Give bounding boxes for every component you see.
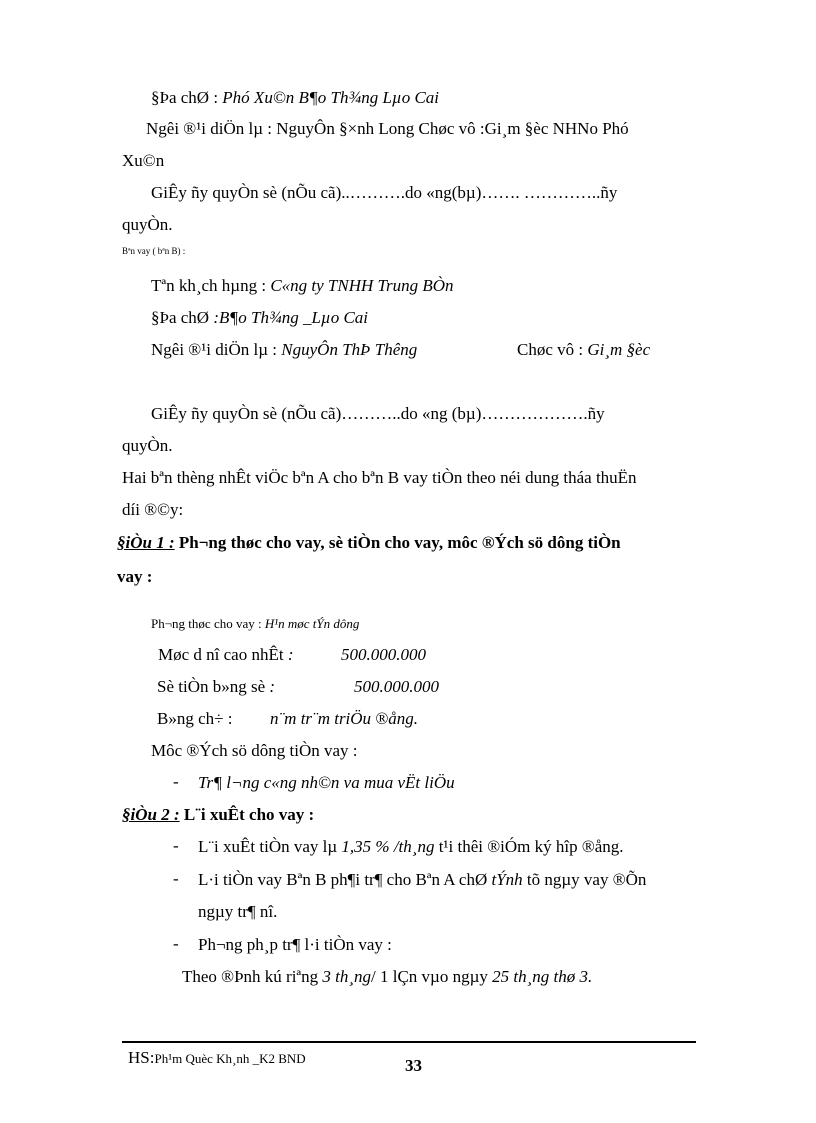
interest-period: L·i tiÒn vay Bªn B ph¶i tr¶ cho Bªn A chØ tÝnh tõ ngµy vay ®Õn xyxy=(198,870,647,889)
repayment-schedule: Theo ®Þnh kú riªng 3 th¸ng/ 1 lÇn vµo ngµy 25 th¸ng thø 3. xyxy=(182,967,593,986)
party-a-authorization: GiÊy ñy quyÒn sè (nÕu cã)..……….do «ng(bµ)……. …………..ñy xyxy=(151,183,618,202)
party-b-customer: Tªn kh¸ch hµng : C«ng ty TNHH Trung BÒn xyxy=(151,276,454,295)
party-b-position: Chøc vô : Gi¸m §èc xyxy=(517,340,651,359)
party-a-authorization-cont: quyÒn. xyxy=(122,215,173,234)
interest-rate: L¨i xuÊt tiÒn vay lµ 1,35 % /th¸ng t¹i thêi ®iÓm ký hîp ®ång. xyxy=(198,837,624,856)
loan-purpose-item: Tr¶ l¬ng c«ng nh©n va mua vËt liÖu xyxy=(198,773,455,792)
party-b-heading: Bªn vay ( bªn B) : xyxy=(122,246,186,256)
bullet-dash: - xyxy=(173,869,179,888)
party-b-authorization: GiÊy ñy quyÒn sè (nÕu cã)………..do «ng (bµ)……………….ñy xyxy=(151,404,605,423)
article-2-heading: §iÒu 2 : L¨i xuÊt cho vay : xyxy=(122,805,315,824)
agreement-text: Hai bªn thèng nhÊt viÖc bªn A cho bªn B vay tiÒn theo néi dung tháa thuËn xyxy=(122,468,637,487)
party-a-address: §Þa chØ : Phó Xu©n B¶o Th¾ng Lµo Cai xyxy=(151,88,440,107)
footer-rule xyxy=(122,1041,696,1043)
amount-in-words-value: n¨m tr¨m triÖu ®ång. xyxy=(270,709,418,728)
max-outstanding-value: 500.000.000 xyxy=(341,645,426,664)
party-a-representative: Ngêi ®¹i diÖn lµ : NguyÔn §×nh Long Chøc vô :Gi¸m §èc NHNo Phó xyxy=(146,119,629,138)
loan-method: Ph¬ng thøc cho vay : H¹n møc tÝn dông xyxy=(151,616,360,631)
agreement-text-cont: díi ®©y: xyxy=(122,500,184,519)
bullet-dash: - xyxy=(173,836,179,855)
loan-purpose-label: Môc ®Ých sö dông tiÒn vay : xyxy=(151,741,358,760)
amount-in-figures: Sè tiÒn b»ng sè : xyxy=(157,677,276,696)
interest-period-cont: ngµy tr¶ nî. xyxy=(198,902,278,921)
party-b-authorization-cont: quyÒn. xyxy=(122,436,173,455)
party-b-representative: Ngêi ®¹i diÖn lµ : NguyÔn ThÞ Thêng xyxy=(151,340,418,359)
bullet-dash: - xyxy=(173,934,179,953)
party-b-address: §Þa chØ :B¶o Th¾ng _Lµo Cai xyxy=(151,308,369,327)
bullet-dash: - xyxy=(173,772,179,791)
footer-author: HS:Ph¹m Quèc Kh¸nh _K2 BND xyxy=(128,1048,306,1067)
amount-in-figures-value: 500.000.000 xyxy=(354,677,439,696)
max-outstanding: Møc d nî cao nhÊt : xyxy=(158,645,294,664)
party-a-representative-cont: Xu©n xyxy=(122,151,165,170)
amount-in-words-label: B»ng ch÷ : xyxy=(157,709,233,728)
article-1-heading-cont: vay : xyxy=(117,567,153,586)
article-1-heading: §iÒu 1 : Ph¬ng thøc cho vay, sè tiÒn cho vay, môc ®Ých sö dông tiÒn xyxy=(117,533,621,552)
repayment-method: Ph¬ng ph¸p tr¶ l·i tiÒn vay : xyxy=(198,935,392,954)
page-number: 33 xyxy=(405,1056,422,1075)
